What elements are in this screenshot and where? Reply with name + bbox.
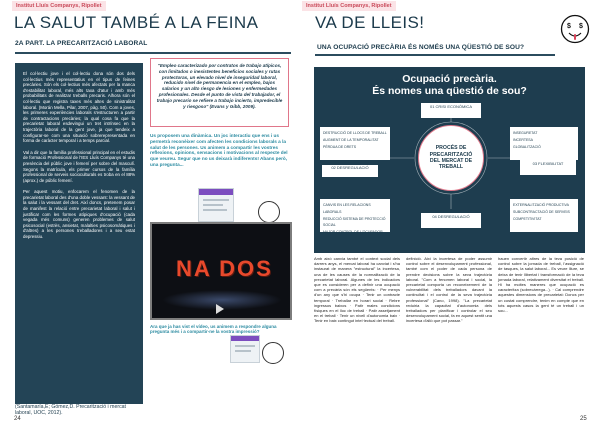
list-item: AUGMENT DE LA TEMPORALITAT [323, 137, 379, 142]
bottom-left-list [320, 199, 390, 235]
svg-text:$: $ [579, 23, 583, 30]
left-page-number: 24 [14, 416, 21, 422]
money-smiley-icon [560, 14, 590, 44]
list-item: GLOBALITZACIÓ [513, 144, 541, 149]
node-crisi-economica: 01 CRISI ECONÒMICA [421, 103, 481, 118]
right-page-subtitle: UNA OCUPACIÓ PRECÀRIA ÉS NOMÉS UNA QÜESTIÓ DE SOU? [317, 44, 525, 51]
list-item: MAJOR CONTROL DE L'OCUPADOR [323, 230, 383, 235]
list-item: INSEGURETAT [513, 131, 538, 135]
left-page-subtitle: 2A PART. LA PRECARITZACIÓ LABORAL [15, 40, 148, 47]
bottom-right-list [510, 199, 578, 232]
text-column-2: definició. Així la incertesa de poder assumir control sobre el desenvolupament professional, també com el poder de cada persona de prendre decisions sobre la seva trajectòria laboral. "Com a fenomen laboral i social, la precarietat comporta un reconeixement de la vulnerabilitat dels treballadors davant la continuïtat i el control de la seva trajectòria professional" (Cano, 1998). "La precarietat reduiria la capacitat d'autonomia dels treballadors per planificar i controlar el seu desenvolupament social, fa en aquest sentit una incertesa d'allò que pot passar." [406, 256, 492, 324]
list-item: EXTERNALITZACIÓ PRODUCTIVA [513, 203, 569, 207]
svg-text:$: $ [567, 23, 571, 30]
list-item: COMPETITIVITAT [513, 216, 542, 221]
intro-text-box [15, 63, 143, 404]
list-item: CANVIS EN LES RELACIONS LABORALS [323, 203, 371, 214]
intro-paragraph-3: Per aquest motiu, enfocarem el fenomen de la precarietat laboral des d'una doble vessant: la vessant de la salut i la vessant del dret. Així doncs, pretenem posar de manifest la relació entre precarietat laboral i salut i justificar com les formes atípiques d'ocupació (cada vegada més comuns) generen problemes de salut psicosocial (estrès, ansietat, malalties psicosomàtiques i d'altres) a les persones treballadores i a seu estat depressiu. [23, 189, 135, 240]
right-page-number: 25 [580, 416, 587, 422]
video-player[interactable] [150, 222, 292, 320]
definition-quote: "Empleo caracterizado por contratos de trabajo atípicos, con limitados o inexistentes beneficios sociales y rutas protectoras, un elevado nivel de inseguridad laboral, reducido nivel de permanencia en el empleo, bajos salarios y un alto riesgo de lesiones y enfermedades profesionales. Desde el punto de vista del trabajador, el trabajo precario se refiere a trabajo incierto, impredecible y riesgoso" (Evans y Gibb, 2009). [150, 58, 289, 127]
list-item: DESTRUCCIÓ DE LLOCS DE TREBALL [323, 131, 387, 135]
list-item: REDUCCIÓ SISTEMA DE PROTECCIÓ SOCIAL [323, 216, 386, 228]
right-page-title: VA DE LLEIS! [315, 13, 425, 32]
form-thumbnail[interactable] [198, 188, 234, 222]
decorative-circle [258, 201, 280, 223]
list-item: INCERTESA [513, 137, 533, 142]
precarity-diagram [314, 67, 585, 253]
center-circle [418, 125, 484, 191]
play-icon[interactable] [216, 304, 224, 314]
school-tag-right: Institut Lluís Companys, Ripollet [302, 1, 396, 11]
video-question: Ara que ja has vist el vídeo, us animem a respondre alguna pregunta més i a compartir-ne la vostra impressió? [150, 324, 277, 335]
school-tag-left: Institut Lluís Companys, Ripollet [12, 1, 106, 11]
right-title-rule [315, 54, 555, 56]
form-thumbnail-2[interactable] [230, 335, 260, 363]
interactive-proposal-text: Us proposem una dinàmica. Un joc interactiu que ens i us permetrà reconèixer com afecten les condicions laborals a la salut de les persones. Us animem a compartir les vostres reflexions, opinions, sensacions i motivacions al respecte del que veureu. Segur que no us deixarà indiferents! Abans però, una pregunta... [150, 133, 288, 167]
list-item: PÈRDUA DE DRETS [323, 144, 357, 149]
list-item: SUBCONTRACTACIÓ DE SERVEIS [513, 209, 570, 214]
text-column-1: Amb això canvia també el context social dels darrers anys, el mercat laboral ha canviat i s'ha instaurat de manera "estructural" la incertesa, una de les causes de la normalització de la precarietat laboral. Algunes de les indicadors que es consideren per a definir una ocupació com a precària són els següents: · Per menys d'un any que s'hi ocupa · Tenir un contracte temporal · Treballar en horari social · Rebre ingressos baixos · Patir males condicions físiques en el lloc de treball · Patir assetjament en el treball · Tenir un nivell d'autonomia baix · Tenir en baix contingut intel·lectual del treball. [314, 256, 400, 324]
decorative-circle [262, 342, 284, 364]
intro-paragraph-2: Val a dir que la família professional principal en el estudis de formació Professional de l'IES Lluís Companys té una presència del públic jove i femení per sobre del masculí. Segons la matrícula, els primer cursos de la família professional de serveis socioculturals es troba en el 88% (aprox.) de públic femení. [23, 149, 135, 183]
diagram-title-line-2: És nomes una qüestió de sou? [372, 85, 527, 97]
left-title-rule [15, 52, 291, 54]
diagram-title-line-1: Ocupació precària. [402, 73, 497, 85]
node-desregulacio-left: 02 DESREGULACIÓ [322, 165, 378, 177]
citation: (Santamaría,E; Gómez,D. Precarització i mercat laboral, UOC, 2012). [15, 404, 126, 416]
node-flexibilitat: 03 FLEXIBILITAT [520, 160, 576, 175]
text-column-3: hauen convertir altres de la teva posició de control sobre la jornada de treball, l'assignació de tasques, la salut laboral... Es veure lliure, se deixa de tenir llibertat i transformació de la teva jornada laboral, relativament diversitat el treball. Hi ha moltes maneres que ocupació es caracteritza (sobrecàrrega...). · Cal comprendre aquestes dimensions de precarietat: Doncs per un costat comprendre, tenim en compte que en tots aquests casos la gent té un treball i un sou... [498, 256, 584, 314]
center-label: PROCÉS DE PRECARITZACIÓ DEL MERCAT DE TREBALL [429, 145, 473, 171]
top-left-list [320, 127, 390, 160]
left-page-title: LA SALUT TAMBÉ A LA FEINA [14, 13, 259, 32]
node-desregulacio-bottom: 04 DESREGULACIÓ [421, 213, 481, 228]
intro-paragraph-1: El col·lectiu jove i el col·lectiu dona són dos dels col·lectius més representatius en el tipus de feines precàries. Són els col·lectius més afectats per la manca d'estabilitat laboral, més alts taxa d'atur i amb més probabilitats de realitzar treballs precaris. Alhora són el col·lectiu que registra taxes més altes de sinistralitat laboral. (Morán Mella, Pilar, 2007, pàg. 50). Com a joves, les primeres experiències laborals s'estructuren a partir de contractacions precàries; la qual cosa fa que la precarietat laboral esdevingui un tret intrínsec en la trajectòria laboral de la gent jove, ja que tendeix a configurar-se com una situació sobrerepresentada en forma de caràcter temporal i a temps parcial. [23, 71, 135, 144]
top-right-list [510, 127, 578, 160]
video-title-overlay: NA DOS [176, 256, 273, 281]
